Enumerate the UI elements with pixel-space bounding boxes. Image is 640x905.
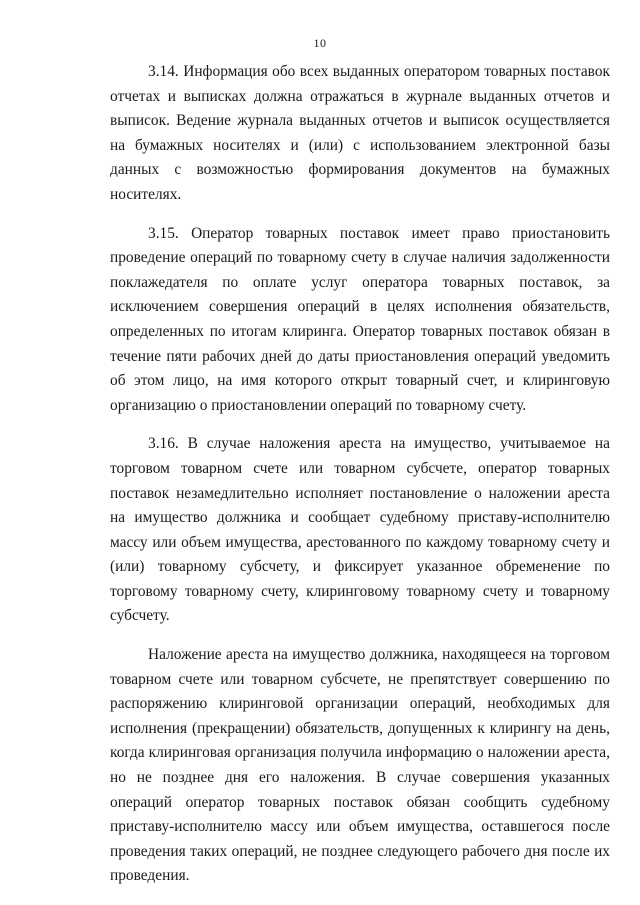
paragraph-3-14: 3.14. Информация обо всех выданных оператором товарных поставок отчетах и выписках должна отражаться в журнале выданных отчетов и выписок. Ведение журнала выданных отчетов и выписок осуществляется на бумажных носителях и (или) с использованием электронной базы данных с возможностью формирования документов на бумажных носителях. bbox=[110, 63, 610, 203]
paragraph-3-16: 3.16. В случае наложения ареста на имущество, учитываемое на торговом товарном счете или товарном субсчете, оператор товарных поставок незамедлительно исполняет постановление о наложении ареста на имущество должника и сообщает судебному приставу-исполнителю массу или объем имущества, арестованного по каждому товарному счету и (или) товарному субсчету, и фиксирует указанное обременение по торговому товарному счету, клиринговому товарному счету и товарному субсчету. bbox=[110, 435, 610, 625]
paragraph-3-16-continuation: Наложение ареста на имущество должника, находящееся на торговом товарном счете или товарном субсчете, не препятствует совершению по распоряжению клиринговой организации операций, необходимых для исполнения (прекращении) обязательств, допущенных к клирингу на день, когда клиринговая организация получила информацию о наложении ареста, но не позднее дня его наложения. В случае совершения указанных операций оператор товарных поставок обязан сообщить судебному приставу-исполнителю массу или объем имущества, оставшегося после проведения таких операций, не позднее следующего рабочего дня после их проведения. bbox=[110, 646, 610, 885]
document-body bbox=[110, 60, 610, 889]
paragraph-3-15: 3.15. Оператор товарных поставок имеет право приостановить проведение операций по товарному счету в случае наличия задолженности поклажедателя по оплате услуг оператора товарных поставок, за исключением совершения операций в целях исполнения обязательств, определенных по итогам клиринга. Оператор товарных поставок обязан в течение пяти рабочих дней до даты приостановления операций уведомить об этом лицо, на имя которого открыт товарный счет, и клиринговую организацию о приостановлении операций по товарному счету. bbox=[110, 224, 610, 414]
page-number: 10 bbox=[313, 36, 327, 50]
